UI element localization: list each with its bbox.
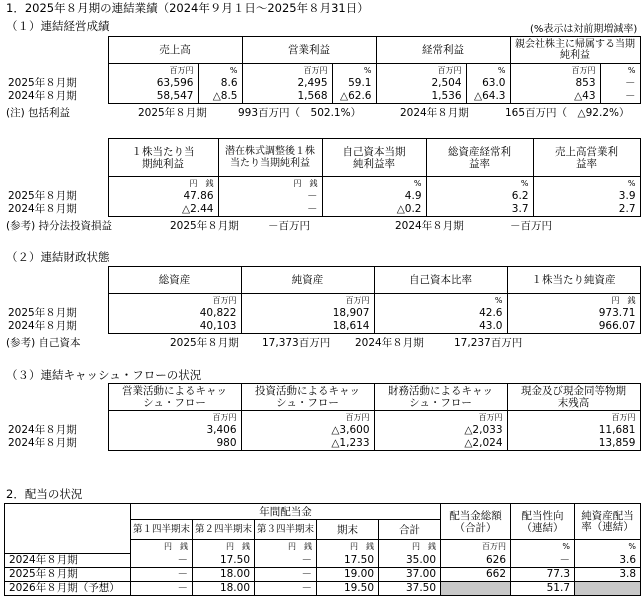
header-year-end: 期末 xyxy=(317,520,379,540)
header-bps: １株当たり純資産 xyxy=(507,267,640,294)
header-operating-income: 営業利益 xyxy=(242,37,376,64)
operating-results-table: 売上高 営業利益 経常利益 親会社株主に帰属する当期純利益 百万円 % 百万円 % 百万円 % 百万円 % 2025年８月期 63,596 8.6 2,495 59.1 2,504 63.0 853 － 2024年８月期 58,547 △8.5 1,568 △62.6 1,536 △64.3 △43 － xyxy=(4,36,641,104)
header-doe: 純資産配当率（連結） xyxy=(575,504,641,540)
header-cash-end: 現金及び現金同等物期末残高 xyxy=(507,384,640,411)
header-q2: 第２四半期末 xyxy=(193,520,255,540)
row-label: 2025年８月期 xyxy=(8,77,77,89)
comprehensive-income-label: (注) 包括利益 xyxy=(6,107,71,119)
cash-flow-table: 営業活動によるキャッシュ・フロー 投資活動によるキャッシュ・フロー 財務活動によるキャッシュ・フロー 現金及び現金同等物期末残高 百万円 百万円 百万円 百万円 2024年８月期 3,406 △3,600 △2,033 11,681 2024年８月期 980 △1,233 △2,024 13,859 xyxy=(4,383,641,451)
row-label: 2024年８月期 xyxy=(8,90,77,103)
header-diluted-eps: 潜在株式調整後１株当たり当期純利益 xyxy=(218,139,322,177)
header-sales: 売上高 xyxy=(108,37,242,64)
header-net-assets: 純資産 xyxy=(241,267,374,294)
header-financing-cf: 財務活動によるキャッシュ・フロー xyxy=(374,384,507,411)
header-payout-ratio: 配当性向（連結） xyxy=(511,504,575,540)
equity-method-label: (参考) 持分法投資損益 xyxy=(6,220,113,232)
header-eps: １株当たり当期純利益 xyxy=(108,139,218,177)
equity-ref-label: (参考) 自己資本 xyxy=(6,337,81,349)
table-row: 2024年８月期 58,547 △8.5 1,568 △62.6 1,536 △64.3 △43 － xyxy=(4,90,640,104)
table-row: 2024年８月期 980 △1,233 △2,024 13,859 xyxy=(4,437,640,451)
dividends-table: 年間配当金 配当金総額（合計） 配当性向（連結） 純資産配当率（連結） 第１四半期末 第２四半期末 第３四半期末 期末 合計 円 銭 円 銭 円 銭 円 銭 円 銭 百万円 % % 2024年８月期 － 17.50 － 17.50 35.00 626 － 3.6 2025年８月期 － 18.00 － 19.00 37.00 662 77.3 3.8 2026年８月期（予想） － 18.00 － 19.50 37.50 51.7 xyxy=(4,503,641,596)
header-net-income: 親会社株主に帰属する当期純利益 xyxy=(510,37,640,64)
heading-cash-flows: （３）連結キャッシュ・フローの状況 xyxy=(6,368,202,382)
table-row: 2026年８月期（予想） － 18.00 － 19.50 37.50 51.7 xyxy=(5,581,641,595)
header-operating-margin: 売上高営業利益率 xyxy=(533,139,640,177)
table-row: 2025年８月期 63,596 8.6 2,495 59.1 2,504 63.0 853 － xyxy=(4,77,640,90)
financial-position-table: 総資産 純資産 自己資本比率 １株当たり純資産 百万円 百万円 % 円 銭 2025年８月期 40,822 18,907 42.6 973.71 2024年８月期 40,103 18,614 43.0 966.07 xyxy=(4,266,641,334)
table-row: 2024年８月期 40,103 18,614 43.0 966.07 xyxy=(4,320,640,334)
header-equity-ratio: 自己資本比率 xyxy=(374,267,507,294)
header-ordinary-income: 経常利益 xyxy=(376,37,510,64)
header-roe: 自己資本当期純利益率 xyxy=(322,139,426,177)
header-roa: 総資産経常利益率 xyxy=(426,139,533,177)
percent-note: (%表示は対前期増減率) xyxy=(530,24,638,35)
table-row: 2025年８月期 40,822 18,907 42.6 973.71 xyxy=(4,307,640,320)
header-operating-cf: 営業活動によるキャッシュ・フロー xyxy=(108,384,241,411)
table-row: 2024年８月期 3,406 △3,600 △2,033 11,681 xyxy=(4,424,640,437)
per-share-table: １株当たり当期純利益 潜在株式調整後１株当たり当期純利益 自己資本当期純利益率 総資産経常利益率 売上高営業利益率 円 銭 円 銭 % % % 2025年８月期 47.86 － 4.9 6.2 3.9 2024年８月期 △2.44 － △0.2 3.7 2.7 xyxy=(4,138,641,217)
table-row: 2024年８月期 △2.44 － △0.2 3.7 2.7 xyxy=(4,203,640,217)
header-total: 合計 xyxy=(379,520,441,540)
section-title: 1．2025年８月期の連結業績（2024年９月１日～2025年８月31日） xyxy=(6,1,369,15)
header-annual-dividends: 年間配当金 xyxy=(131,504,441,520)
header-investing-cf: 投資活動によるキャッシュ・フロー xyxy=(241,384,374,411)
header-total-dividends: 配当金総額（合計） xyxy=(441,504,511,540)
header-q3: 第３四半期末 xyxy=(255,520,317,540)
header-q1: 第１四半期末 xyxy=(131,520,193,540)
heading-financial-position: （２）連結財政状態 xyxy=(6,250,110,264)
table-row: 2025年８月期 47.86 － 4.9 6.2 3.9 xyxy=(4,190,640,203)
table-row: 2024年８月期 － 17.50 － 17.50 35.00 626 － 3.6 xyxy=(5,553,641,567)
dividends-title: 2．配当の状況 xyxy=(6,487,83,501)
heading-operating-results: （１）連結経営成績 xyxy=(6,19,110,33)
table-row: 2025年８月期 － 18.00 － 19.00 37.00 662 77.3 3.8 xyxy=(5,567,641,581)
header-total-assets: 総資産 xyxy=(108,267,241,294)
